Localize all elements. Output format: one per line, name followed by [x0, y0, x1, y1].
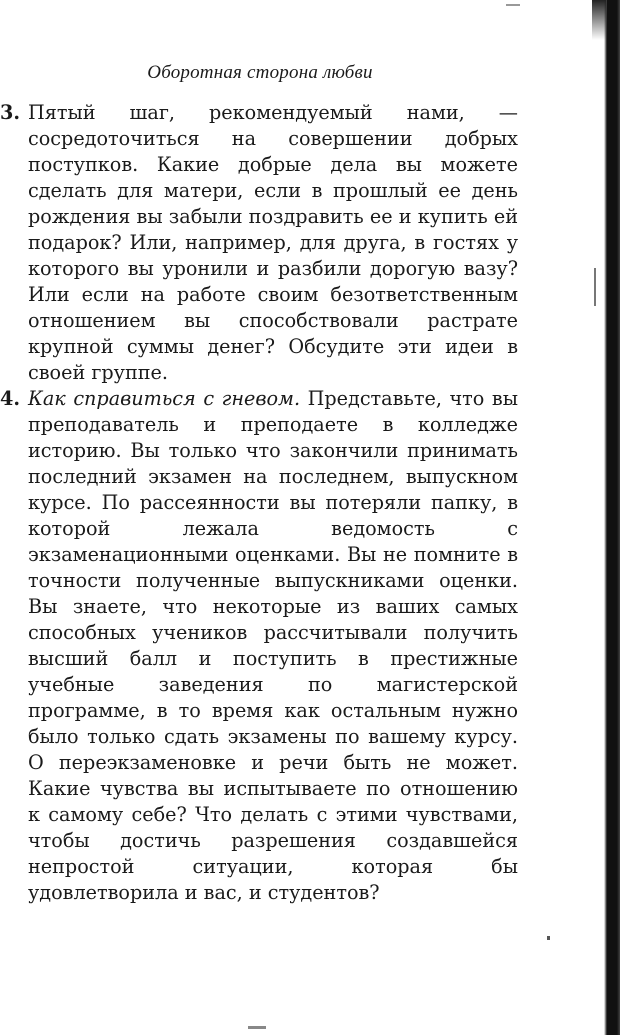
- scan-speck: [248, 1026, 266, 1029]
- scan-speck: [547, 936, 550, 940]
- item-text: Представьте, что вы преподаватель и преподаете в колледже историю. Вы только что закончили принимать последний экзамен на последнем, выпускном курсе. По рассеянности вы потеряли папку, в которой лежала ведомость с экзаменационными оценками. Вы не помните в точности полученные выпускниками оценки. Вы знаете, что некоторые из ваших самых способных учеников рассчитывали получить высший балл и поступить в престижные учебные заведения по магистерской программе, в то время как остальным нужно было только сдать экзамены по вашему курсу. О переэкзаменовке и речи быть не может. Какие чувства вы испытываете по отношению к самому себе? Что делать с этими чувствами, чтобы достичь разрешения создавшейся непростой ситуации, которая бы удовлетворила и вас, и студентов?: [28, 387, 518, 904]
- item-text: Пятый шаг, рекомендуемый нами, — сосредоточиться на совершении добрых поступков. Какие добрые дела вы можете сделать для матери, если в прошлый ее день рождения вы забыли поздравить ее и купить ей подарок? Или, например, для друга, в гостях у которого вы уронили и разбили дорогую вазу? Или если на работе своим безответственным отношением вы способствовали растрате крупной суммы денег? Обсудите эти идеи в своей группе.: [28, 101, 518, 384]
- item-number: 3.: [0, 101, 21, 124]
- running-header: Оборотная сторона любви: [147, 62, 373, 83]
- book-spine-notch: [592, 0, 606, 40]
- item-number: 4.: [0, 387, 21, 410]
- list-item-3: [0, 100, 518, 386]
- list-item-4: [0, 386, 518, 906]
- item-lede: Как справиться с гневом.: [28, 387, 301, 410]
- scan-speck: [594, 268, 596, 306]
- scan-speck: [506, 4, 520, 6]
- book-spine-shadow: [604, 0, 620, 1035]
- page-body: [0, 100, 518, 906]
